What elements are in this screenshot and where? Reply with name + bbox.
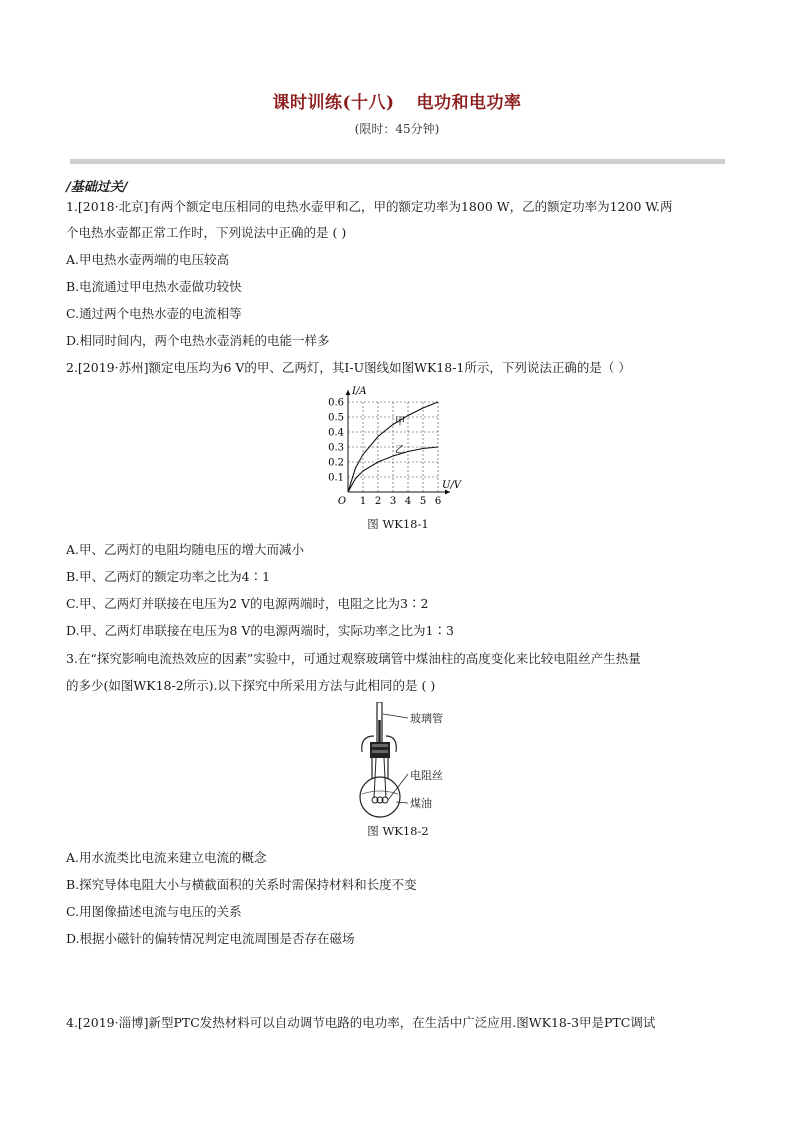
x-tick-label: 3	[389, 496, 397, 507]
x-axis-label: U/V	[442, 480, 462, 491]
chart-axes	[346, 390, 451, 495]
q2-stem: 2.[2019·苏州]额定电压均为6 V的甲、乙两灯，其I-U图线如图WK18-1所示，下列说法正确的是（ ）	[66, 360, 631, 375]
page-title	[0, 88, 794, 113]
figure-caption-wk18-2: 图 WK18-2	[367, 824, 429, 838]
q3-option-a: A.用水流类比电流来建立电流的概念	[66, 850, 267, 865]
series-line-2	[348, 447, 438, 492]
origin-label: O	[337, 496, 347, 507]
q1-stem-line1: 1.[2018·北京]有两个额定电压相同的电热水壶甲和乙，甲的额定功率为1800 W，乙的额定功率为1200 W.两	[66, 199, 673, 214]
q3-option-c: C.用图像描述电流与电压的关系	[66, 904, 242, 919]
q1-option-b: B.电流通过甲电热水壶做功较快	[66, 279, 242, 294]
y-tick-label: 0.3	[328, 442, 344, 454]
x-tick-label: 6	[434, 496, 442, 507]
header-divider	[70, 159, 725, 164]
y-tick-label: 0.4	[328, 427, 344, 439]
q1-option-a: A.甲电热水壶两端的电压较高	[66, 252, 230, 267]
x-tick-label: 2	[374, 496, 382, 507]
q3-stem-line2: 的多少(如图WK18-2所示).以下探究中所采用方法与此相同的是 ( )	[66, 678, 436, 693]
q2-option-d: D.甲、乙两灯串联接在电压为8 V的电源两端时，实际功率之比为1∶3	[66, 623, 454, 638]
q1-stem-line2: 个电热水壶都正常工作时，下列说法中正确的是 ( )	[66, 225, 347, 240]
q3-option-d: D.根据小磁针的偏转情况判定电流周围是否存在磁场	[66, 931, 355, 946]
lesson-number: 课时训练(十八)	[272, 93, 395, 113]
apparatus-figure	[350, 702, 460, 820]
x-tick-label: 1	[359, 496, 367, 507]
q2-option-c: C.甲、乙两灯并联接在电压为2 V的电源两端时，电阻之比为3∶2	[66, 596, 429, 611]
label-glass-tube: 玻璃管	[410, 712, 443, 725]
figure-caption-wk18-1: 图 WK18-1	[367, 517, 429, 531]
y-axis-label: I/A	[352, 386, 367, 397]
q1-option-c: C.通过两个电热水壶的电流相等	[66, 306, 242, 321]
section-label: /基础过关/	[66, 180, 128, 195]
q2-option-a: A.甲、乙两灯的电阻均随电压的增大而减小	[66, 542, 305, 557]
y-tick-label: 0.2	[328, 457, 344, 469]
q2-option-b: B.甲、乙两灯的额定功率之比为4∶1	[66, 569, 271, 584]
y-tick-label: 0.1	[328, 472, 344, 484]
x-tick-label: 5	[419, 496, 427, 507]
y-axis-arrow	[346, 390, 351, 395]
time-limit: (限时：45分钟)	[354, 122, 440, 136]
label-resistance-wire: 电阻丝	[410, 769, 443, 782]
label-kerosene: 煤油	[410, 797, 432, 810]
q1-option-d: D.相同时间内，两个电热水壶消耗的电能一样多	[66, 333, 330, 348]
q4-stem: 4.[2019·淄博]新型PTC发热材料可以自动调节电路的电功率，在生活中广泛应用.图WK18-3甲是PTC调试	[66, 1015, 656, 1030]
q3-option-b: B.探究导体电阻大小与横截面积的关系时需保持材料和长度不变	[66, 877, 417, 892]
series-label-2: 乙	[395, 445, 405, 456]
chart-grid	[348, 402, 438, 492]
iu-chart	[318, 380, 478, 510]
x-tick-label: 4	[404, 496, 412, 507]
q3-stem-line1: 3.在“探究影响电流热效应的因素”实验中，可通过观察玻璃管中煤油柱的高度变化来比较电阻丝产生热量	[66, 651, 641, 666]
series-label-1: 甲	[395, 416, 405, 428]
y-tick-label: 0.6	[328, 397, 344, 409]
y-tick-label: 0.5	[328, 412, 344, 424]
lesson-topic: 电功和电功率	[416, 93, 522, 113]
